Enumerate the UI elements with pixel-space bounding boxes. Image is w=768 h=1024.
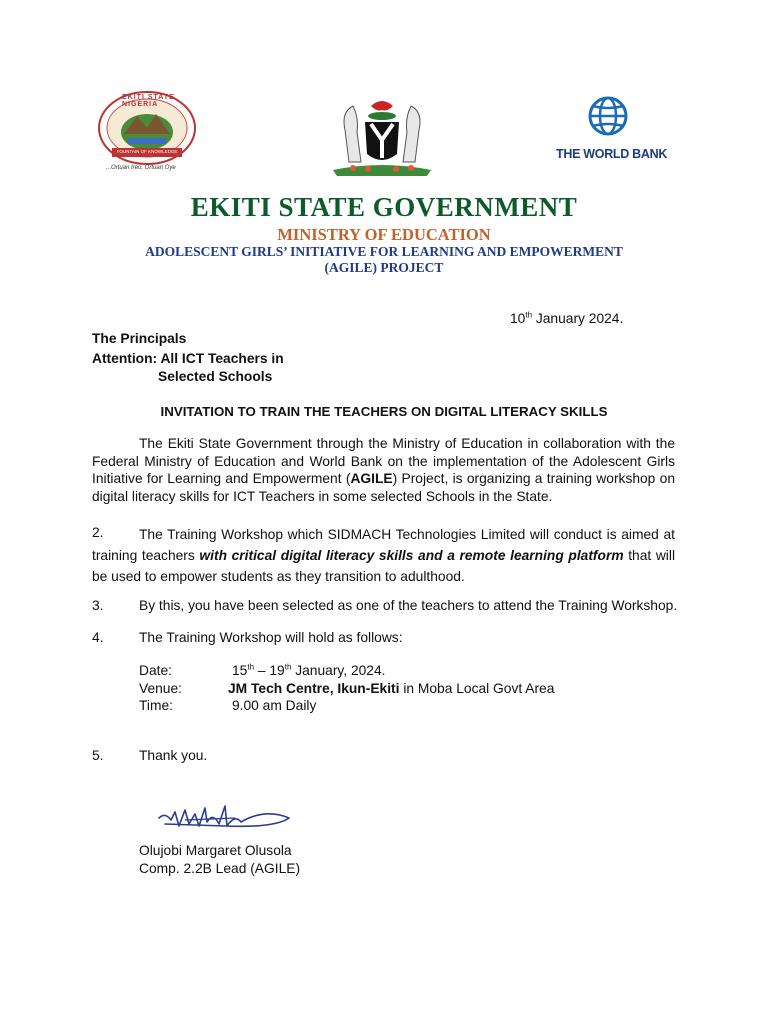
- handwritten-signature: [155, 798, 295, 838]
- state-logo-banner: FOUNTAIN OF KNOWLEDGE: [116, 149, 178, 154]
- schedule-month: January, 2024.: [291, 663, 386, 678]
- p2-emphasis: with critical digital literacy skills and a remote learning platform: [199, 548, 624, 563]
- date-day: 10: [510, 311, 526, 326]
- letter-subject: INVITATION TO TRAIN THE TEACHERS ON DIGITAL LITERACY SKILLS: [160, 404, 608, 419]
- date-suffix: th: [525, 310, 533, 320]
- schedule-day2: – 19: [254, 663, 285, 678]
- schedule-day1: 15: [232, 663, 248, 678]
- p1-agile: AGILE: [350, 471, 393, 486]
- paragraph-2-number: 2.: [92, 525, 104, 540]
- project-title-line1: ADOLESCENT GIRLS’ INITIATIVE FOR LEARNING AND EMPOWERMENT: [145, 244, 623, 259]
- p2-text-end: that will be used to empower students as they transition to adulthood.: [92, 548, 676, 584]
- government-title: EKITI STATE GOVERNMENT: [190, 192, 578, 222]
- p1-text-start: The Ekiti State Government through the Ministry of Education in collaboration with the Federal Ministry of Education and World Bank on the implementation of the Adolescent Girls Initiative for Learning and Empowerment (: [92, 436, 675, 486]
- paragraph-2: [92, 524, 675, 587]
- p2-text-start: The Training Workshop which SIDMACH Technologies Limited will conduct is aimed at training teachers: [92, 527, 675, 563]
- ministry-title: MINISTRY OF EDUCATION: [277, 225, 491, 244]
- schedule-sup2: th: [284, 662, 292, 672]
- schedule-sup1: th: [247, 662, 255, 672]
- paragraph-1: [92, 435, 675, 505]
- schedule-venue-label: Venue:: [139, 681, 182, 696]
- world-bank-label: THE WORLD BANK: [556, 147, 668, 161]
- venue-area: in Moba Local Govt Area: [399, 681, 555, 696]
- paragraph-5: Thank you.: [139, 748, 208, 763]
- paragraph-5-number: 5.: [92, 748, 104, 763]
- letter-date: [510, 310, 623, 328]
- schedule-time-label: Time:: [139, 698, 173, 713]
- paragraph-3: By this, you have been selected as one of the teachers to attend the Training Workshop.: [139, 598, 678, 613]
- attention-line2: Selected Schools: [158, 369, 273, 384]
- state-logo-motto: ...Ortuan Ireo, Ortuan Oye: [106, 165, 176, 171]
- attention-line1: Attention: All ICT Teachers in: [92, 351, 284, 366]
- paragraph-4-number: 4.: [92, 630, 104, 645]
- signatory-name: Olujobi Margaret Olusola: [139, 843, 292, 858]
- signatory-title: Comp. 2.2B Lead (AGILE): [139, 861, 301, 876]
- project-title-line2: (AGILE) PROJECT: [324, 260, 444, 275]
- schedule-venue-value: [228, 680, 554, 698]
- date-rest: January 2024.: [532, 311, 624, 326]
- ekiti-state-logo: [92, 88, 202, 178]
- paragraph-3-number: 3.: [92, 598, 104, 613]
- schedule-date-value: [232, 662, 385, 680]
- venue-name: JM Tech Centre, Ikun-Ekiti: [228, 681, 400, 696]
- recipient: The Principals: [92, 331, 187, 346]
- paragraph-4: The Training Workshop will hold as follows:: [139, 630, 403, 645]
- schedule-date-label: Date:: [139, 663, 172, 678]
- schedule-time-value: 9.00 am Daily: [232, 698, 317, 713]
- world-bank-logo: [552, 92, 668, 164]
- state-logo-arc-text: EKITI STATE NIGERIA: [122, 94, 175, 108]
- p1-text-end: ) Project, is organizing a training workshop on digital literacy skills for ICT Teachers in some selected Schools in the State.: [92, 471, 675, 504]
- nigeria-coat-of-arms: [323, 92, 441, 178]
